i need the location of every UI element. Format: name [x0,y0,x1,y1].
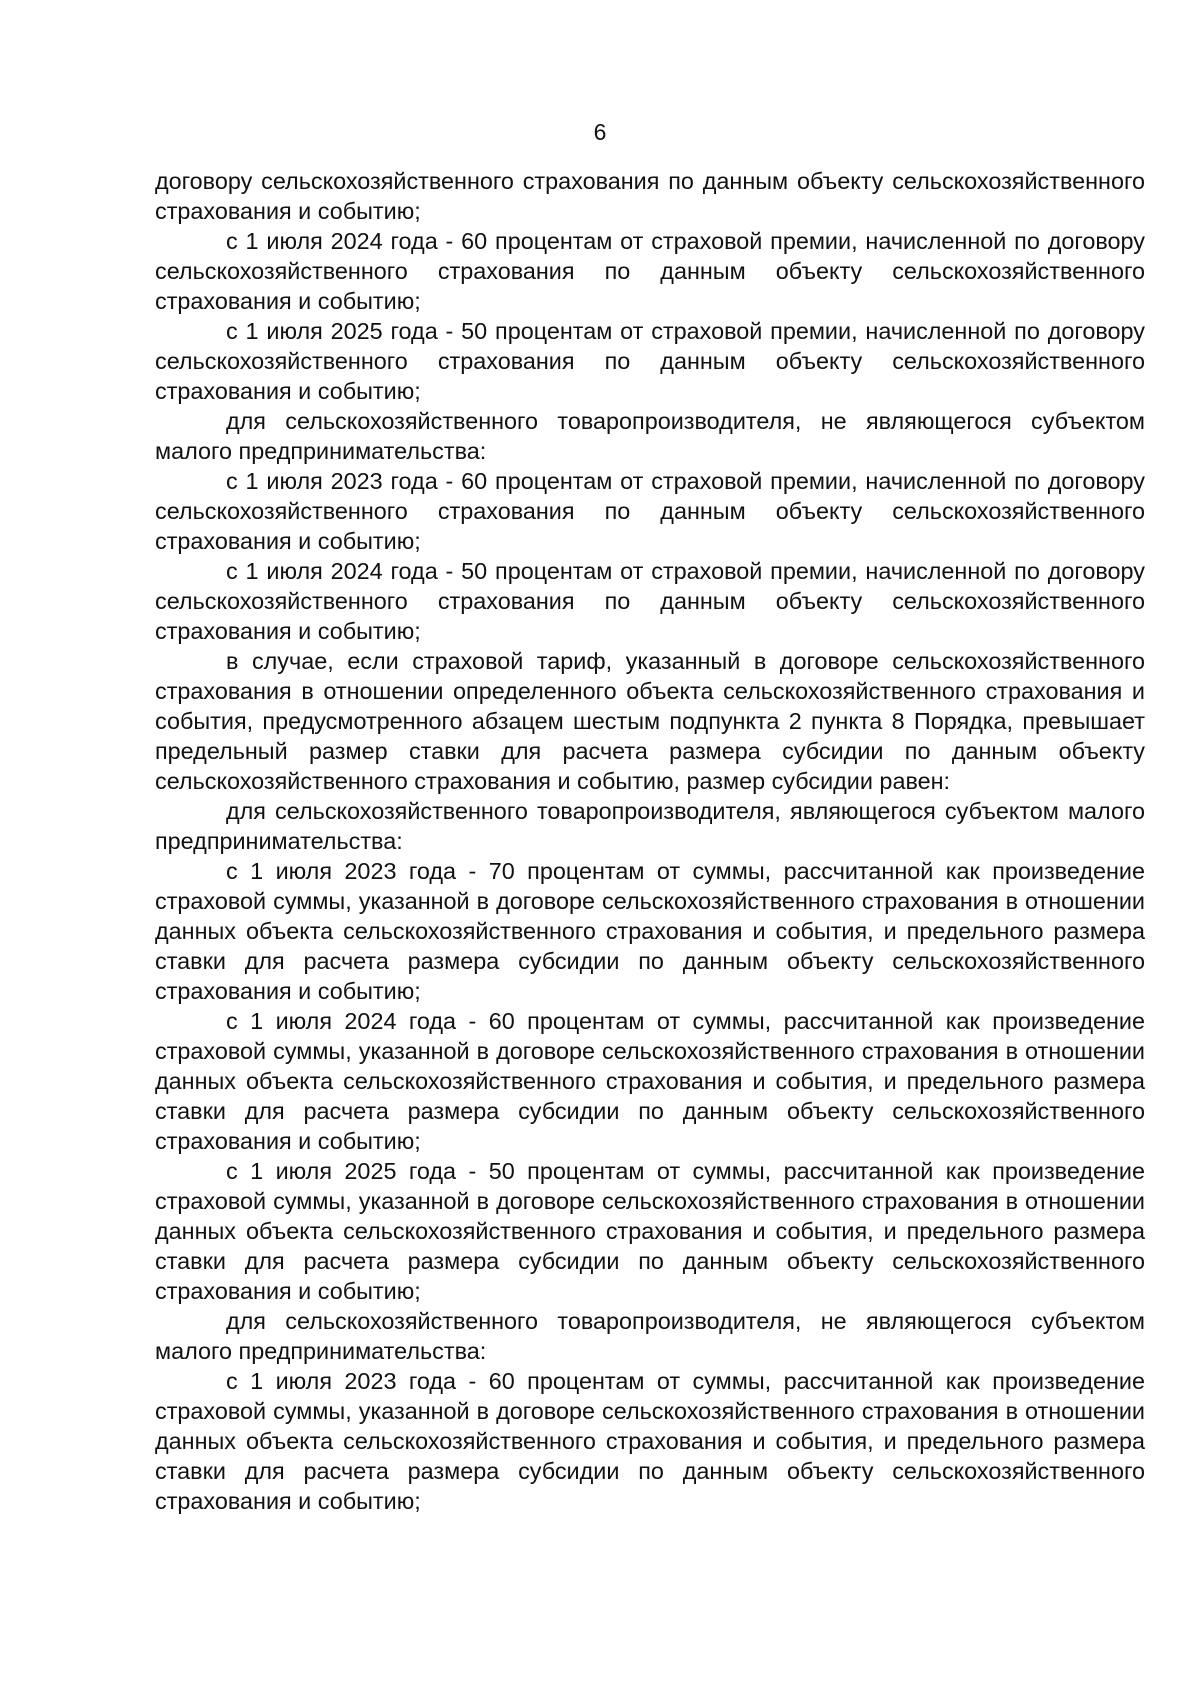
paragraph: с 1 июля 2024 года - 60 процентам от страховой премии, начисленной по договору сельскохозяйственного страхования по данным объекту сельскохозяйственного страхования и событию; [155,228,1145,314]
page-number: 6 [593,119,607,145]
paragraph: с 1 июля 2024 года - 50 процентам от страховой премии, начисленной по договору сельскохозяйственного страхования по данным объекту сельскохозяйственного страхования и событию; [155,558,1145,644]
paragraph: договору сельскохозяйственного страхования по данным объекту сельскохозяйственного страхования и событию; [155,168,1145,224]
paragraph: с 1 июля 2023 года - 70 процентам от суммы, рассчитанной как произведение страховой суммы, указанной в договоре сельскохозяйственного страхования в отношении данных объекта сельскохозяйственного страхования и события, и предельного размера ставки для расчета размера субсидии по данным объекту сельскохозяйственного страхования и событию; [155,858,1145,1004]
paragraph: с 1 июля 2023 года - 60 процентам от суммы, рассчитанной как произведение страховой суммы, указанной в договоре сельскохозяйственного страхования в отношении данных объекта сельскохозяйственного страхования и события, и предельного размера ставки для расчета размера субсидии по данным объекту сельскохозяйственного страхования и событию; [155,1368,1145,1514]
paragraph: с 1 июля 2025 года - 50 процентам от суммы, рассчитанной как произведение страховой суммы, указанной в договоре сельскохозяйственного страхования в отношении данных объекта сельскохозяйственного страхования и события, и предельного размера ставки для расчета размера субсидии по данным объекту сельскохозяйственного страхования и событию; [155,1158,1145,1304]
paragraph: для сельскохозяйственного товаропроизводителя, не являющегося субъектом малого предпринимательства: [155,1308,1145,1364]
paragraph: в случае, если страховой тариф, указанный в договоре сельскохозяйственного страхования в отношении определенного объекта сельскохозяйственного страхования и события, предусмотренного абзацем шестым подпункта 2 пункта 8 Порядка, превышает предельный размер ставки для расчета размера субсидии по данным объекту сельскохозяйственного страхования и событию, размер субсидии равен: [155,648,1145,794]
paragraph: с 1 июля 2023 года - 60 процентам от страховой премии, начисленной по договору сельскохозяйственного страхования по данным объекту сельскохозяйственного страхования и событию; [155,468,1145,554]
paragraph: для сельскохозяйственного товаропроизводителя, являющегося субъектом малого предпринимательства: [155,798,1145,854]
paragraph: с 1 июля 2025 года - 50 процентам от страховой премии, начисленной по договору сельскохозяйственного страхования по данным объекту сельскохозяйственного страхования и событию; [155,318,1145,404]
paragraph: для сельскохозяйственного товаропроизводителя, не являющегося субъектом малого предпринимательства: [155,408,1145,464]
document-body [155,166,1145,1516]
paragraph: с 1 июля 2024 года - 60 процентам от суммы, рассчитанной как произведение страховой суммы, указанной в договоре сельскохозяйственного страхования в отношении данных объекта сельскохозяйственного страхования и события, и предельного размера ставки для расчета размера субсидии по данным объекту сельскохозяйственного страхования и событию; [155,1008,1145,1154]
